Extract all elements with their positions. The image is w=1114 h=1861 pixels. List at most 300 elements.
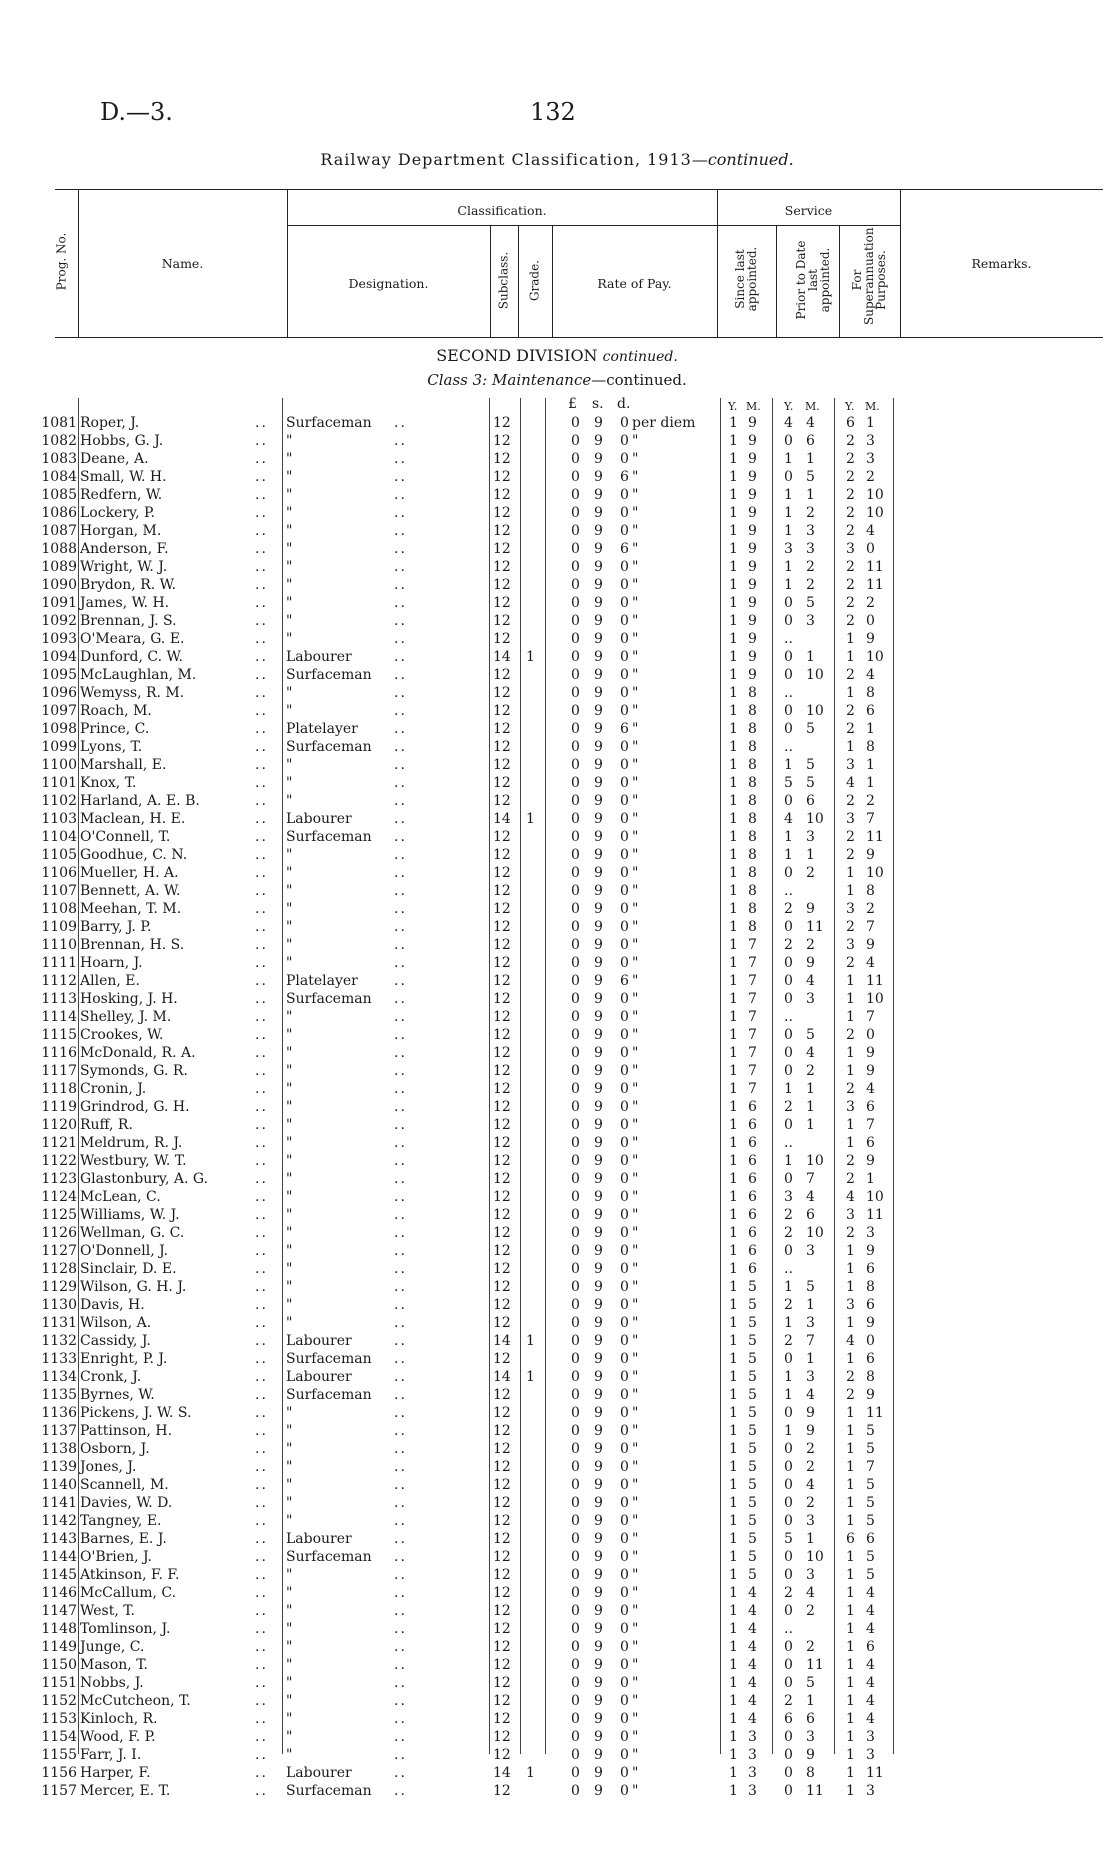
employee-name: Williams, W. J.: [80, 1207, 180, 1223]
prior-years: ..: [784, 631, 793, 647]
subclass: 12: [493, 1009, 511, 1025]
designation: ": [286, 1225, 293, 1241]
super-years: 1: [846, 1549, 855, 1565]
subclass: 12: [493, 1081, 511, 1097]
pay-shillings: 9: [594, 793, 603, 809]
prior-years: 0: [784, 1639, 793, 1655]
employee-name: Atkinson, F. F.: [80, 1567, 180, 1583]
since-years: 1: [729, 433, 738, 449]
prior-months: 1: [806, 487, 815, 503]
pay-shillings: 9: [594, 1063, 603, 1079]
employee-name: Wood, F. P.: [80, 1729, 156, 1745]
employee-name: McCutcheon, T.: [80, 1693, 191, 1709]
employee-name: Goodhue, C. N.: [80, 847, 188, 863]
designation: ": [286, 1639, 293, 1655]
dot-leader: ..: [255, 1513, 268, 1529]
pay-shillings: 9: [594, 1729, 603, 1745]
dot-leader: ..: [255, 1423, 268, 1439]
super-months: 4: [866, 1585, 875, 1601]
pay-pence: 0: [620, 1639, 629, 1655]
since-years: 1: [729, 937, 738, 953]
pay-pounds: 0: [571, 487, 580, 503]
prior-months: 1: [806, 1081, 815, 1097]
table-row: [0, 576, 1114, 594]
prior-months: 4: [806, 1189, 815, 1205]
since-months: 8: [748, 919, 757, 935]
table-row: [0, 846, 1114, 864]
pay-pence: 0: [620, 1297, 629, 1313]
prior-months: 1: [806, 1297, 815, 1313]
prior-years: 0: [784, 991, 793, 1007]
subclass: 12: [493, 775, 511, 791]
subclass: 12: [493, 739, 511, 755]
since-months: 8: [748, 721, 757, 737]
subclass: 12: [493, 1747, 511, 1763]
prog-number: 1083: [41, 451, 77, 467]
pay-pounds: 0: [571, 1387, 580, 1403]
pay-period: ": [632, 1009, 639, 1025]
since-months: 8: [748, 901, 757, 917]
since-years: 1: [729, 595, 738, 611]
super-months: 4: [866, 1675, 875, 1691]
pence-unit: d.: [617, 396, 631, 412]
pay-pence: 0: [620, 433, 629, 449]
pay-shillings: 9: [594, 919, 603, 935]
pay-shillings: 9: [594, 1027, 603, 1043]
since-months: 8: [748, 703, 757, 719]
dot-leader: ..: [394, 1297, 407, 1313]
table-row: [0, 522, 1114, 540]
since-months: 3: [748, 1747, 757, 1763]
pay-pence: 6: [620, 469, 629, 485]
super-months: 2: [866, 469, 875, 485]
table-row: [0, 432, 1114, 450]
designation: ": [286, 613, 293, 629]
pay-shillings: 9: [594, 991, 603, 1007]
subclass: 12: [493, 991, 511, 1007]
pay-period: ": [632, 649, 639, 665]
employee-name: Cronk, J.: [80, 1369, 142, 1385]
table-row: [0, 1692, 1114, 1710]
pay-period: ": [632, 1243, 639, 1259]
dot-leader: ..: [394, 1153, 407, 1169]
since-years: 1: [729, 1333, 738, 1349]
dot-leader: ..: [394, 1063, 407, 1079]
pay-pounds: 0: [571, 919, 580, 935]
pay-pounds: 0: [571, 613, 580, 629]
pay-period: ": [632, 883, 639, 899]
pay-pounds: 0: [571, 1639, 580, 1655]
subclass: 12: [493, 1171, 511, 1187]
since-years: 1: [729, 541, 738, 557]
prior-years: 0: [784, 1171, 793, 1187]
pay-pounds: 0: [571, 1153, 580, 1169]
super-years: 2: [846, 523, 855, 539]
pay-period: ": [632, 865, 639, 881]
super-months: 5: [866, 1513, 875, 1529]
dot-leader: ..: [255, 1099, 268, 1115]
super-months: 7: [866, 1117, 875, 1133]
prog-number: 1097: [41, 703, 77, 719]
table-row: [0, 684, 1114, 702]
designation: Surfaceman: [286, 1387, 372, 1403]
dot-leader: ..: [394, 595, 407, 611]
since-months: 4: [748, 1639, 757, 1655]
pay-period: ": [632, 1693, 639, 1709]
designation: ": [286, 1567, 293, 1583]
since-appointed-header: Since last appointed.: [733, 246, 759, 312]
dot-leader: ..: [255, 1567, 268, 1583]
pay-shillings: 9: [594, 1045, 603, 1061]
prior-years: 0: [784, 1567, 793, 1583]
prog-number: 1122: [41, 1153, 77, 1169]
dot-leader: ..: [394, 1459, 407, 1475]
pay-shillings: 9: [594, 937, 603, 953]
prior-years: 1: [784, 451, 793, 467]
dot-leader: ..: [255, 577, 268, 593]
super-years: 2: [846, 703, 855, 719]
pay-pounds: 0: [571, 721, 580, 737]
prior-months: 5: [806, 721, 815, 737]
since-years: 1: [729, 577, 738, 593]
since-months: 8: [748, 811, 757, 827]
table-row: [0, 1296, 1114, 1314]
since-years: 1: [729, 1171, 738, 1187]
prior-months: 6: [806, 793, 815, 809]
pay-pence: 0: [620, 793, 629, 809]
employee-name: Allen, E.: [80, 973, 140, 989]
dot-leader: ..: [255, 631, 268, 647]
super-years: 1: [846, 1351, 855, 1367]
table-row: [0, 468, 1114, 486]
table-row: [0, 1368, 1114, 1386]
months-since-unit: M.: [746, 400, 761, 413]
since-years: 1: [729, 847, 738, 863]
classification-rule: [287, 225, 717, 226]
pay-pence: 0: [620, 523, 629, 539]
super-months: 11: [866, 577, 884, 593]
pay-pence: 0: [620, 577, 629, 593]
dot-leader: ..: [394, 1621, 407, 1637]
pay-pence: 0: [620, 1783, 629, 1799]
prior-months: 1: [806, 847, 815, 863]
table-row: [0, 738, 1114, 756]
pay-pence: 0: [620, 1027, 629, 1043]
dot-leader: ..: [255, 1639, 268, 1655]
document-reference: D.—3.: [100, 98, 173, 126]
pay-pence: 0: [620, 1153, 629, 1169]
subclass: 12: [493, 829, 511, 845]
since-months: 7: [748, 955, 757, 971]
pay-pounds: 0: [571, 1783, 580, 1799]
prior-years: 1: [784, 577, 793, 593]
subclass: 12: [493, 973, 511, 989]
super-years: 3: [846, 811, 855, 827]
employee-name: Anderson, F.: [80, 541, 169, 557]
since-years: 1: [729, 1063, 738, 1079]
super-months: 11: [866, 1405, 884, 1421]
designation: ": [286, 703, 293, 719]
pay-pounds: 0: [571, 973, 580, 989]
table-row: [0, 666, 1114, 684]
since-months: 7: [748, 1027, 757, 1043]
pay-shillings: 9: [594, 1279, 603, 1295]
class-prefix: Class 3:: [427, 371, 488, 389]
dot-leader: ..: [255, 829, 268, 845]
since-years: 1: [729, 1603, 738, 1619]
super-months: 4: [866, 667, 875, 683]
pay-pence: 0: [620, 1711, 629, 1727]
dot-leader: ..: [255, 1621, 268, 1637]
prior-months: 2: [806, 559, 815, 575]
pay-pence: 0: [620, 505, 629, 521]
prior-years: 0: [784, 649, 793, 665]
table-row: [0, 936, 1114, 954]
dot-leader: ..: [394, 451, 407, 467]
employee-name: Tomlinson, J.: [80, 1621, 171, 1637]
super-months: 10: [866, 991, 884, 1007]
dot-leader: ..: [255, 901, 268, 917]
employee-name: Enright, P. J.: [80, 1351, 168, 1367]
pay-period: ": [632, 1351, 639, 1367]
prior-months: 10: [806, 703, 824, 719]
prog-number: 1130: [41, 1297, 77, 1313]
dot-leader: ..: [255, 1585, 268, 1601]
col-divider: [776, 225, 777, 337]
pay-pounds: 0: [571, 829, 580, 845]
prog-number: 1110: [41, 937, 77, 953]
since-months: 4: [748, 1711, 757, 1727]
prior-months: 11: [806, 1783, 824, 1799]
super-months: 4: [866, 1081, 875, 1097]
since-months: 5: [748, 1315, 757, 1331]
subclass: 12: [493, 505, 511, 521]
pay-period: ": [632, 1423, 639, 1439]
subclass: 12: [493, 577, 511, 593]
pay-shillings: 9: [594, 1171, 603, 1187]
pay-period: ": [632, 955, 639, 971]
pay-shillings: 9: [594, 739, 603, 755]
dot-leader: ..: [255, 883, 268, 899]
pay-period: ": [632, 559, 639, 575]
since-months: 5: [748, 1423, 757, 1439]
since-months: 7: [748, 973, 757, 989]
super-months: 11: [866, 829, 884, 845]
subclass: 12: [493, 685, 511, 701]
prior-years: 0: [784, 1027, 793, 1043]
super-years: 2: [846, 1081, 855, 1097]
super-years: 3: [846, 757, 855, 773]
pay-shillings: 9: [594, 523, 603, 539]
prog-number: 1128: [41, 1261, 77, 1277]
prog-number: 1126: [41, 1225, 77, 1241]
table-row: [0, 792, 1114, 810]
dot-leader: ..: [255, 1333, 268, 1349]
prog-number: 1136: [41, 1405, 77, 1421]
prior-years: 0: [784, 955, 793, 971]
pay-shillings: 9: [594, 811, 603, 827]
prior-months: 3: [806, 1513, 815, 1529]
super-months: 4: [866, 523, 875, 539]
prior-months: 4: [806, 415, 815, 431]
super-years: 2: [846, 469, 855, 485]
table-row: [0, 1314, 1114, 1332]
pay-period: ": [632, 1297, 639, 1313]
since-months: 8: [748, 883, 757, 899]
employee-name: Bennett, A. W.: [80, 883, 181, 899]
super-years: 1: [846, 1315, 855, 1331]
super-months: 3: [866, 1747, 875, 1763]
designation: ": [286, 1027, 293, 1043]
page-title-text: Railway Department Classification, 1913: [320, 150, 692, 169]
since-years: 1: [729, 1567, 738, 1583]
pay-pence: 0: [620, 1207, 629, 1223]
designation: Labourer: [286, 1333, 352, 1349]
since-years: 1: [729, 1009, 738, 1025]
pay-shillings: 9: [594, 1441, 603, 1457]
rate-header: Rate of Pay.: [597, 276, 672, 291]
designation: Surfaceman: [286, 991, 372, 1007]
pay-period: ": [632, 1675, 639, 1691]
prior-years: 1: [784, 757, 793, 773]
prior-months: 10: [806, 811, 824, 827]
pay-period: ": [632, 1063, 639, 1079]
pay-shillings: 9: [594, 1189, 603, 1205]
employee-name: O'Donnell, J.: [80, 1243, 169, 1259]
pay-period: ": [632, 829, 639, 845]
pay-shillings: 9: [594, 1387, 603, 1403]
super-years: 1: [846, 1045, 855, 1061]
employee-name: James, W. H.: [80, 595, 170, 611]
pay-period: ": [632, 973, 639, 989]
prior-months: 9: [806, 901, 815, 917]
super-years: 1: [846, 1279, 855, 1295]
prog-number: 1132: [41, 1333, 77, 1349]
super-months: 9: [866, 631, 875, 647]
designation: ": [286, 883, 293, 899]
pay-pence: 0: [620, 1045, 629, 1061]
super-months: 5: [866, 1423, 875, 1439]
pay-pounds: 0: [571, 1117, 580, 1133]
subclass: 14: [493, 1765, 511, 1781]
dot-leader: ..: [394, 973, 407, 989]
pay-period: ": [632, 631, 639, 647]
since-years: 1: [729, 1243, 738, 1259]
table-row: [0, 1026, 1114, 1044]
super-months: 6: [866, 1351, 875, 1367]
pay-shillings: 9: [594, 667, 603, 683]
prior-years: 0: [784, 613, 793, 629]
dot-leader: ..: [394, 955, 407, 971]
prior-years: 0: [784, 919, 793, 935]
prior-months: 4: [806, 1585, 815, 1601]
since-years: 1: [729, 775, 738, 791]
super-years: 2: [846, 613, 855, 629]
employee-name: Wilson, A.: [80, 1315, 152, 1331]
since-months: 5: [748, 1333, 757, 1349]
prog-number: 1085: [41, 487, 77, 503]
prior-years: 1: [784, 523, 793, 539]
prior-months: 2: [806, 1495, 815, 1511]
dot-leader: ..: [394, 847, 407, 863]
super-years: 2: [846, 955, 855, 971]
prior-years: ..: [784, 685, 793, 701]
designation: Surfaceman: [286, 1351, 372, 1367]
years-super-unit: Y.: [845, 400, 855, 413]
pay-shillings: 9: [594, 1153, 603, 1169]
table-row: [0, 1332, 1114, 1350]
table-row: [0, 1152, 1114, 1170]
super-years: 6: [846, 415, 855, 431]
pay-pence: 0: [620, 757, 629, 773]
prog-number: 1114: [41, 1009, 77, 1025]
prior-months: 3: [806, 541, 815, 557]
since-years: 1: [729, 1189, 738, 1205]
pay-period: ": [632, 1117, 639, 1133]
dot-leader: ..: [394, 559, 407, 575]
since-years: 1: [729, 1261, 738, 1277]
subclass: 12: [493, 1135, 511, 1151]
prog-number: 1101: [41, 775, 77, 791]
table-row: [0, 1620, 1114, 1638]
prior-months: 2: [806, 937, 815, 953]
subclass: 12: [493, 1279, 511, 1295]
since-years: 1: [729, 1135, 738, 1151]
designation: ": [286, 1693, 293, 1709]
designation: ": [286, 1135, 293, 1151]
dot-leader: ..: [394, 1189, 407, 1205]
prog-number: 1119: [41, 1099, 77, 1115]
prog-number: 1131: [41, 1315, 77, 1331]
super-years: 1: [846, 685, 855, 701]
table-top-rule: [55, 189, 1103, 190]
subclass: 12: [493, 1783, 511, 1799]
dot-leader: ..: [255, 1261, 268, 1277]
designation: ": [286, 1081, 293, 1097]
pay-pounds: 0: [571, 1603, 580, 1619]
designation: Labourer: [286, 1369, 352, 1385]
prior-years: 1: [784, 1153, 793, 1169]
dot-leader: ..: [255, 1297, 268, 1313]
pay-period: ": [632, 1765, 639, 1781]
since-months: 4: [748, 1693, 757, 1709]
pay-shillings: 9: [594, 721, 603, 737]
pay-pounds: 0: [571, 1531, 580, 1547]
super-years: 4: [846, 775, 855, 791]
prior-months: 10: [806, 667, 824, 683]
designation: ": [286, 955, 293, 971]
table-row: [0, 1440, 1114, 1458]
since-years: 1: [729, 487, 738, 503]
since-months: 5: [748, 1477, 757, 1493]
prior-months: 10: [806, 1225, 824, 1241]
dot-leader: ..: [255, 955, 268, 971]
subclass: 12: [493, 703, 511, 719]
pay-pounds: 0: [571, 1405, 580, 1421]
dot-leader: ..: [394, 613, 407, 629]
prog-number: 1139: [41, 1459, 77, 1475]
pay-pence: 6: [620, 973, 629, 989]
table-row: [0, 1062, 1114, 1080]
pay-pence: 0: [620, 1459, 629, 1475]
prog-number: 1102: [41, 793, 77, 809]
pay-pounds: 0: [571, 469, 580, 485]
subclass: 12: [493, 1387, 511, 1403]
prog-number: 1135: [41, 1387, 77, 1403]
pay-shillings: 9: [594, 847, 603, 863]
since-months: 9: [748, 469, 757, 485]
super-months: 3: [866, 433, 875, 449]
